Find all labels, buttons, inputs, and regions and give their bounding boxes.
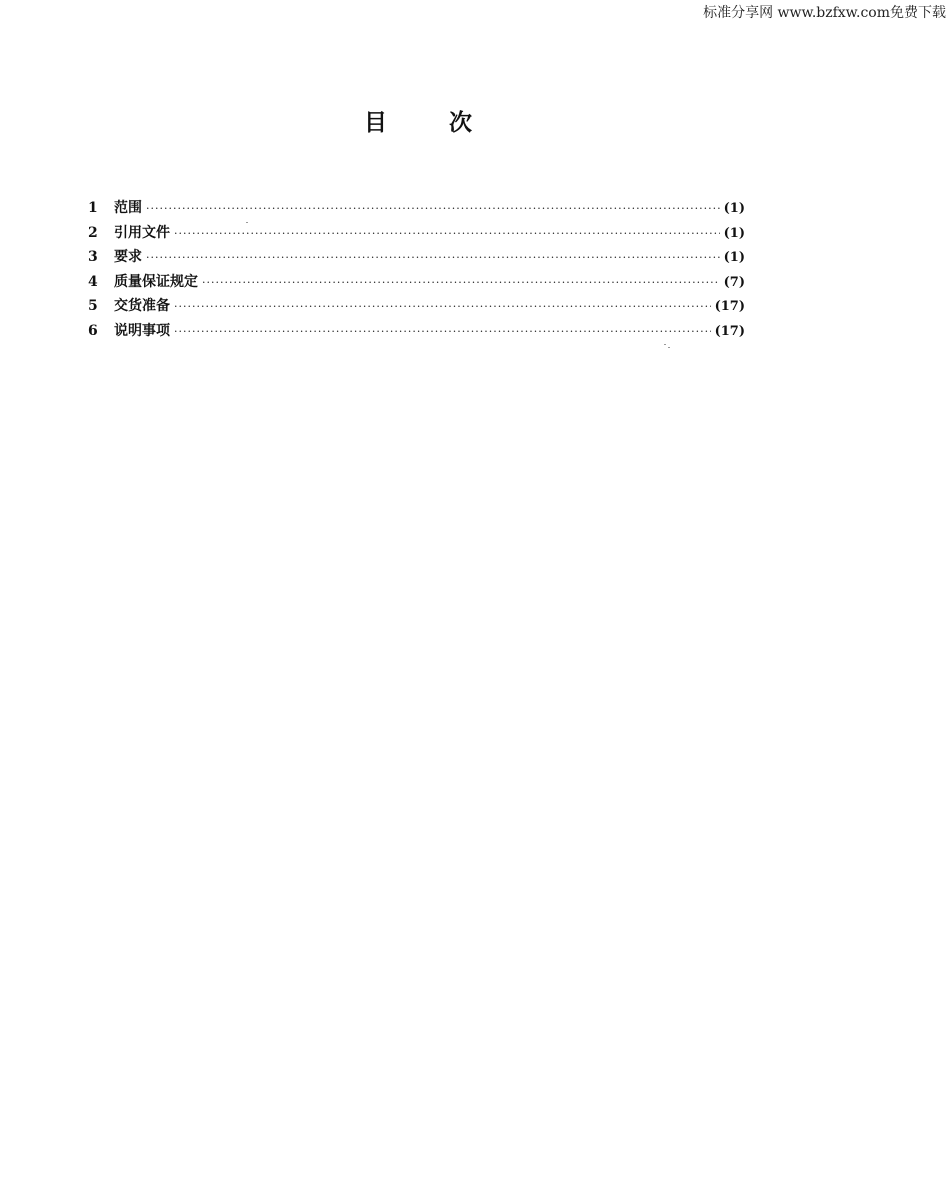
toc-entry-page: (7) [723,274,745,290]
toc-entry [88,319,745,344]
toc-leader-dots [146,246,720,271]
toc-entry-number: 5 [88,298,98,315]
toc-entry-label: 质量保证规定 [114,273,198,290]
toc-entry-page: (1) [723,250,745,266]
scan-speck [246,222,248,223]
toc-entry [88,270,745,295]
toc-entry-page: (1) [723,225,745,241]
toc-entry-page: (1) [723,201,745,216]
toc-leader-dots [174,320,711,345]
toc-entry-number: 2 [88,224,98,241]
toc-entry-label: 说明事项 [114,322,170,339]
toc-entry [88,221,745,246]
toc-entry-number: 3 [88,249,98,266]
toc-entry-label: 引用文件 [114,224,170,241]
toc-leader-dots [146,197,720,222]
toc-leader-dots [174,295,711,320]
scan-speck [664,344,666,345]
toc-entry [88,245,745,270]
toc-entry-page: (17) [714,299,745,315]
toc-entry [88,196,745,221]
toc-entry-number: 4 [88,273,98,290]
toc-entry-label: 交货准备 [114,298,170,315]
toc-entry-label: 要求 [114,249,142,266]
page-title: 目次 [364,110,534,136]
toc-leader-dots [174,222,720,247]
table-of-contents [88,196,745,344]
toc-entry-label: 范围 [114,200,142,216]
scan-speck [668,347,670,348]
toc-entry-page: (17) [714,323,745,339]
toc-leader-dots [202,271,720,296]
toc-entry-number: 6 [88,322,98,339]
toc-entry [88,294,745,319]
toc-entry-number: 1 [88,200,98,216]
watermark-text: 标准分享网 www.bzfxw.com免费下载 [703,5,946,21]
